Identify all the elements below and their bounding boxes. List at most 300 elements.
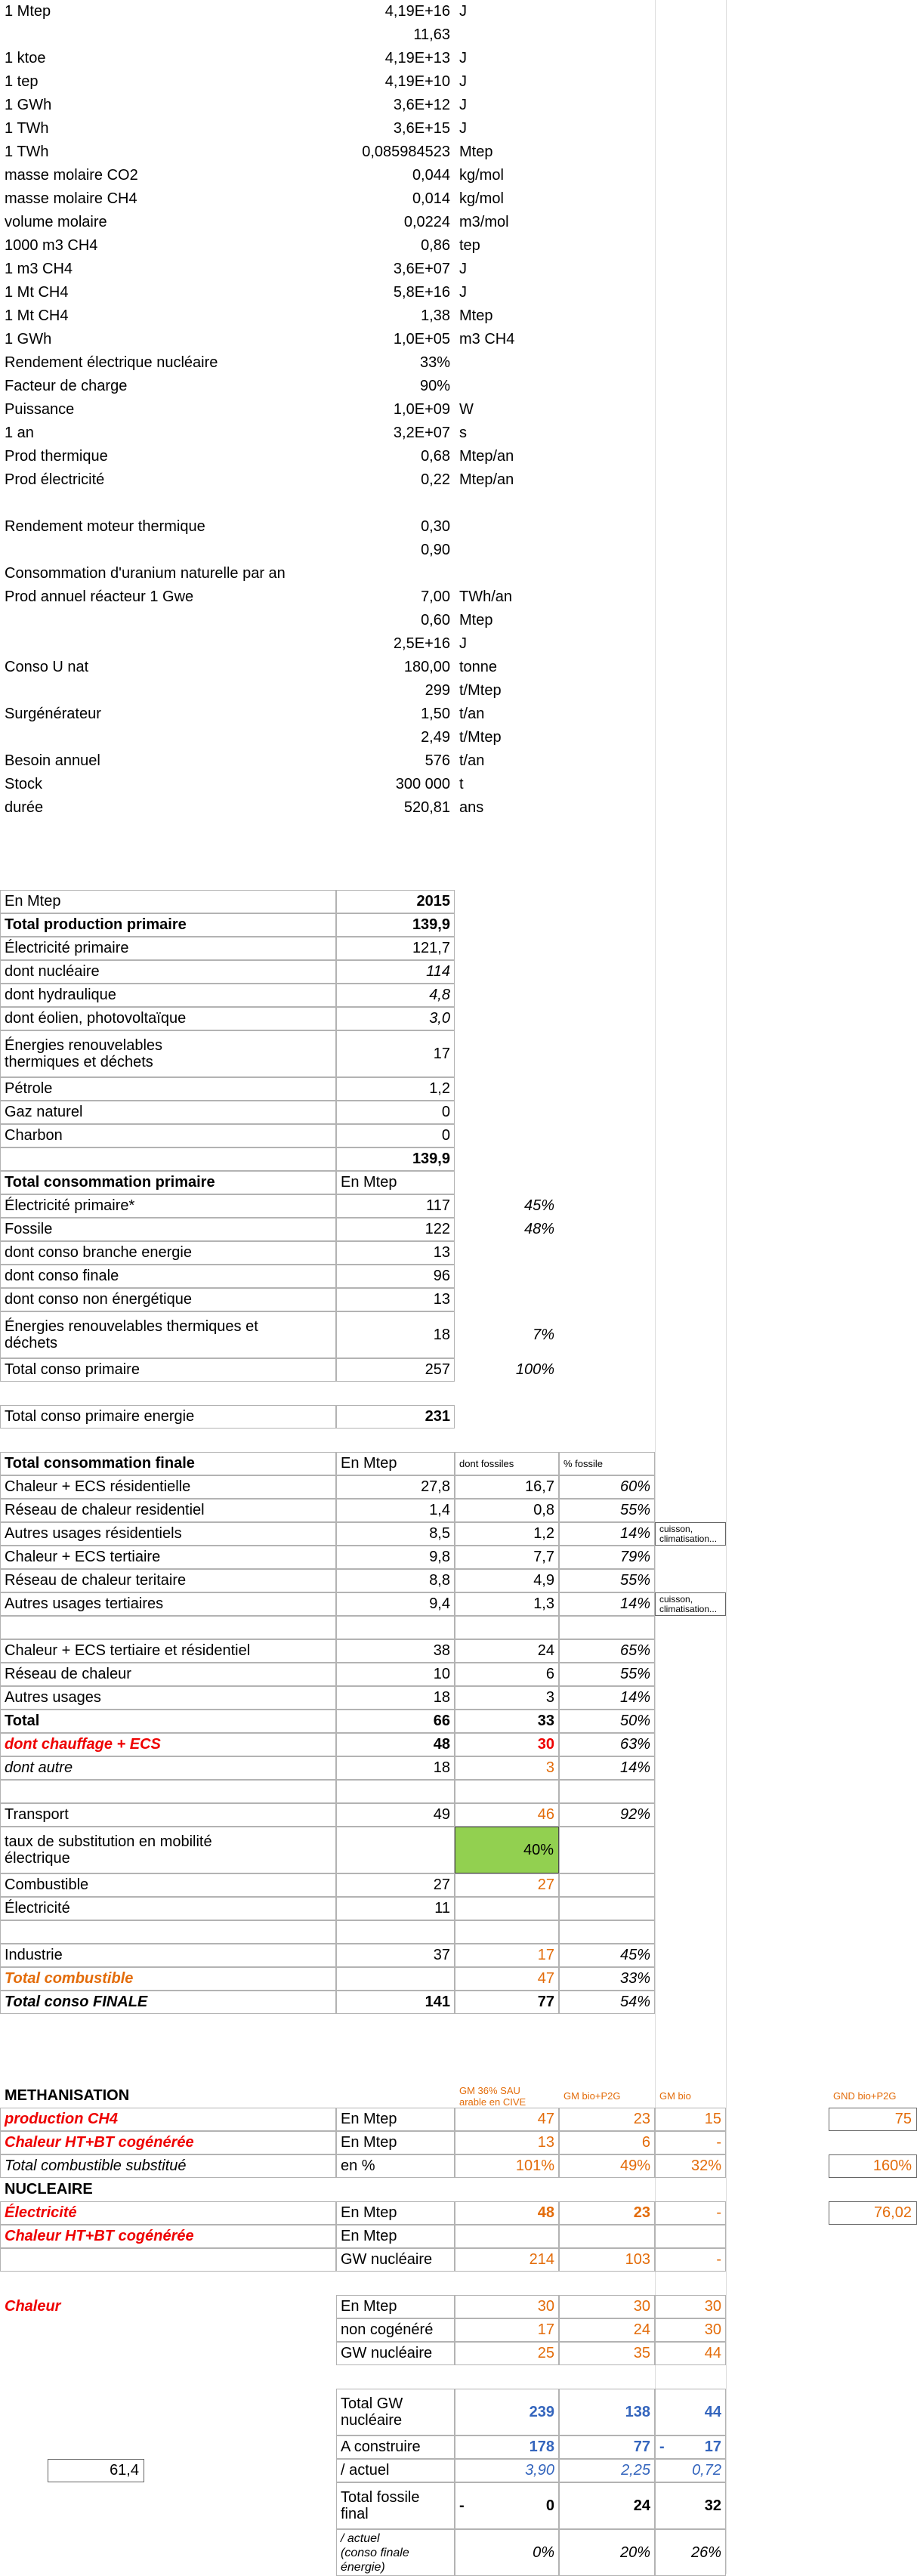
column-header[interactable]: GM bio xyxy=(659,2090,691,2102)
cell[interactable]: 1 Mtep xyxy=(5,3,51,20)
cell[interactable]: Prod thermique xyxy=(5,448,108,465)
cell[interactable]: 0,72 xyxy=(692,2462,721,2479)
cell[interactable]: 4,19E+16 xyxy=(384,3,450,20)
cell[interactable]: En Mtep xyxy=(341,2298,397,2315)
cell[interactable]: volume molaire xyxy=(5,214,107,230)
cell[interactable]: tonne xyxy=(459,659,498,675)
cell[interactable]: 1 m3 CH4 xyxy=(5,261,73,277)
cell[interactable]: J xyxy=(459,120,467,137)
cell[interactable]: 75 xyxy=(829,2108,917,2131)
cell[interactable]: Chaleur + ECS tertiaire et résidentiel xyxy=(5,1642,251,1659)
cell[interactable]: 178 xyxy=(529,2439,554,2455)
annotation-note[interactable] xyxy=(655,1522,726,1546)
cell[interactable]: dont conso non énergétique xyxy=(5,1291,192,1308)
cell[interactable]: TWh/an xyxy=(459,588,513,605)
cell[interactable]: 1,2 xyxy=(429,1080,450,1097)
cell[interactable]: J xyxy=(459,73,467,90)
grid-cell xyxy=(559,1780,655,1803)
cell[interactable]: 3 xyxy=(545,1759,554,1776)
cell[interactable]: J xyxy=(459,261,467,277)
cell[interactable]: 44 xyxy=(704,2403,721,2420)
cell[interactable]: GW nucléaire xyxy=(341,2251,433,2268)
cell[interactable]: 239 xyxy=(529,2403,554,2420)
cell[interactable]: 299 xyxy=(425,682,450,699)
cell[interactable]: Besoin annuel xyxy=(5,752,100,769)
row xyxy=(0,375,917,398)
cell[interactable]: 6 xyxy=(545,1666,554,1682)
cell[interactable]: / actuel xyxy=(341,2462,390,2479)
cell[interactable]: Électricité primaire* xyxy=(5,1197,135,1214)
cell[interactable]: 32 xyxy=(704,2497,721,2514)
cell[interactable]: 63% xyxy=(619,1736,650,1753)
cell[interactable]: 30 xyxy=(633,2298,650,2315)
cell[interactable]: 0 xyxy=(441,1127,450,1144)
cell[interactable]: 26% xyxy=(690,2544,721,2561)
cell[interactable]: 23 xyxy=(633,2204,650,2221)
cell[interactable]: Total combustible xyxy=(5,1970,134,1987)
cell[interactable]: 32% xyxy=(690,2157,721,2174)
cell[interactable]: dont conso branche energie xyxy=(5,1244,192,1261)
cell[interactable]: 14% xyxy=(619,1759,650,1776)
cell[interactable]: kg/mol xyxy=(459,167,504,184)
row xyxy=(0,1803,917,1827)
cell[interactable]: En Mtep xyxy=(341,2204,397,2221)
cell[interactable]: Mtep xyxy=(459,307,493,324)
cell[interactable]: 30 xyxy=(537,1736,554,1753)
cell[interactable]: 77 xyxy=(537,1994,554,2010)
cell[interactable]: 103 xyxy=(625,2251,650,2268)
cell[interactable]: 18 xyxy=(433,1689,450,1706)
cell[interactable]: 0% xyxy=(533,2544,554,2561)
cell[interactable]: Prod annuel réacteur 1 Gwe xyxy=(5,588,194,605)
cell[interactable]: Total conso FINALE xyxy=(5,1994,148,2010)
cell[interactable]: 24 xyxy=(633,2497,650,2514)
cell[interactable]: 33 xyxy=(537,1713,554,1729)
cell[interactable]: 46 xyxy=(537,1806,554,1823)
cell[interactable] xyxy=(455,2482,559,2529)
cell[interactable]: 117 xyxy=(426,1197,450,1214)
cell[interactable]: 30 xyxy=(704,2298,721,2315)
cell[interactable]: En Mtep xyxy=(341,2134,397,2151)
cell[interactable]: Total consommation primaire xyxy=(5,1174,215,1191)
cell[interactable]: 0,90 xyxy=(421,542,450,558)
cell[interactable] xyxy=(336,2389,455,2435)
cell[interactable]: Mtep/an xyxy=(459,471,514,488)
cell[interactable]: 14% xyxy=(619,1595,650,1612)
cell[interactable]: 17 xyxy=(537,1947,554,1963)
cell[interactable]: 60% xyxy=(619,1478,650,1495)
cell[interactable]: Puissance xyxy=(5,401,75,418)
cell[interactable]: 44 xyxy=(704,2345,721,2361)
cell[interactable]: t/an xyxy=(459,706,485,722)
column-header[interactable]: En Mtep xyxy=(5,893,61,910)
cell[interactable]: Stock xyxy=(5,776,43,792)
cell[interactable]: dont nucléaire xyxy=(5,963,100,980)
cell[interactable]: 48 xyxy=(537,2204,554,2221)
cell[interactable]: 11 xyxy=(434,1900,450,1917)
column-header[interactable] xyxy=(455,2084,559,2108)
cell[interactable]: Chaleur + ECS tertiaire xyxy=(5,1549,161,1565)
cell[interactable]: 17 xyxy=(433,1045,450,1062)
cell[interactable]: dont conso finale xyxy=(5,1268,119,1284)
cell[interactable]: 79% xyxy=(619,1549,650,1565)
row xyxy=(0,1265,917,1288)
cell[interactable]: 45% xyxy=(619,1947,650,1963)
cell[interactable]: Autres usages tertiaires xyxy=(5,1595,164,1612)
cell[interactable]: Gaz naturel xyxy=(5,1104,83,1120)
cell[interactable] xyxy=(336,2529,455,2576)
cell[interactable]: Charbon xyxy=(5,1127,63,1144)
cell[interactable]: 66 xyxy=(433,1713,450,1729)
cell[interactable] xyxy=(336,2482,455,2529)
cell[interactable]: 50% xyxy=(619,1713,650,1729)
cell[interactable]: masse molaire CO2 xyxy=(5,167,138,184)
cell[interactable]: 5,8E+16 xyxy=(393,284,450,301)
cell[interactable]: 300 000 xyxy=(395,776,450,792)
cell[interactable]: 45% xyxy=(523,1197,554,1214)
cell[interactable]: 13 xyxy=(537,2134,554,2151)
cell[interactable]: 65% xyxy=(619,1642,650,1659)
cell[interactable]: 10 xyxy=(433,1666,450,1682)
cell[interactable]: 139,9 xyxy=(412,1151,450,1167)
cell[interactable]: s xyxy=(459,425,467,441)
cell[interactable]: A construire xyxy=(341,2439,421,2455)
cell[interactable]: 1,50 xyxy=(421,706,450,722)
cell[interactable]: 0,8 xyxy=(533,1502,554,1518)
column-header[interactable]: dont fossiles xyxy=(459,1458,514,1469)
cell[interactable]: 0,86 xyxy=(421,237,450,254)
cell[interactable]: 520,81 xyxy=(403,799,450,816)
cell[interactable]: 24 xyxy=(633,2321,650,2338)
cell[interactable]: 0,60 xyxy=(421,612,450,629)
cell[interactable]: t/an xyxy=(459,752,485,769)
cell[interactable]: 92% xyxy=(619,1806,650,1823)
cell[interactable]: 8,8 xyxy=(429,1572,450,1589)
cell[interactable]: Chaleur HT+BT cogénérée xyxy=(5,2134,194,2151)
grid-cell xyxy=(0,2248,336,2272)
column-header[interactable]: GM bio+P2G xyxy=(563,2090,621,2102)
column-header[interactable]: GND bio+P2G xyxy=(833,2090,897,2102)
cell[interactable]: t/Mtep xyxy=(459,682,502,699)
cell[interactable]: 35 xyxy=(633,2345,650,2361)
cell[interactable]: 3 xyxy=(545,1689,554,1706)
cell[interactable]: 48% xyxy=(523,1221,554,1237)
cell[interactable]: 47 xyxy=(537,2111,554,2127)
row xyxy=(0,585,917,609)
cell[interactable]: - xyxy=(716,2251,721,2268)
cell[interactable]: 4,19E+13 xyxy=(384,50,450,66)
cell[interactable]: 1,38 xyxy=(421,307,450,324)
cell[interactable]: Électricité primaire xyxy=(5,940,129,956)
cell[interactable]: 25 xyxy=(537,2345,554,2361)
column-header[interactable]: En Mtep xyxy=(341,1455,397,1472)
cell[interactable]: 0,044 xyxy=(412,167,450,184)
cell[interactable]: 4,9 xyxy=(533,1572,554,1589)
cell[interactable]: 15 xyxy=(704,2111,721,2127)
cell[interactable]: J xyxy=(459,284,467,301)
grid-cell xyxy=(455,1780,559,1803)
cell[interactable]: 101% xyxy=(515,2157,554,2174)
cell[interactable]: Industrie xyxy=(5,1947,63,1963)
cell[interactable]: 1,2 xyxy=(533,1525,554,1542)
cell[interactable]: Consommation d'uranium naturelle par an xyxy=(5,565,286,582)
cell[interactable]: 90% xyxy=(419,378,450,394)
cell[interactable]: En Mtep xyxy=(341,2111,397,2127)
cell[interactable]: 1 GWh xyxy=(5,97,52,113)
cell[interactable]: 54% xyxy=(619,1994,650,2010)
cell[interactable]: Mtep xyxy=(459,144,493,160)
cell[interactable]: 1 an xyxy=(5,425,34,441)
cell[interactable] xyxy=(655,2435,726,2459)
cell[interactable]: 27 xyxy=(537,1876,554,1893)
cell[interactable]: Rendement électrique nucléaire xyxy=(5,354,218,371)
cell[interactable]: Pétrole xyxy=(5,1080,53,1097)
cell[interactable]: 0,68 xyxy=(421,448,450,465)
cell[interactable]: 27 xyxy=(433,1876,450,1893)
cell[interactable]: 55% xyxy=(619,1572,650,1589)
cell[interactable]: 180,00 xyxy=(403,659,450,675)
cell[interactable]: 7% xyxy=(533,1326,554,1343)
row xyxy=(0,1920,917,1944)
cell[interactable]: 30 xyxy=(704,2321,721,2338)
cell[interactable]: 3,6E+15 xyxy=(393,120,450,137)
row xyxy=(0,2295,917,2318)
cell[interactable]: 9,4 xyxy=(429,1595,450,1612)
grid-cell xyxy=(559,1873,655,1897)
cell[interactable]: 139,9 xyxy=(412,916,450,933)
cell[interactable]: 3,2E+07 xyxy=(393,425,450,441)
cell[interactable]: non cogénéré xyxy=(341,2321,434,2338)
cell[interactable] xyxy=(0,1311,336,1358)
cell[interactable]: Réseau de chaleur teritaire xyxy=(5,1572,187,1589)
cell[interactable]: masse molaire CH4 xyxy=(5,190,137,207)
cell[interactable] xyxy=(0,1030,336,1077)
cell[interactable]: 1 Mt CH4 xyxy=(5,284,69,301)
cell[interactable]: J xyxy=(459,50,467,66)
cell[interactable] xyxy=(0,1827,336,1873)
row xyxy=(0,1944,917,1967)
cell[interactable]: Surgénérateur xyxy=(5,706,101,722)
cell[interactable]: Autres usages résidentiels xyxy=(5,1525,182,1542)
cell[interactable]: 114 xyxy=(426,963,450,980)
cell[interactable]: kg/mol xyxy=(459,190,504,207)
cell[interactable]: Réseau de chaleur residentiel xyxy=(5,1502,205,1518)
cell[interactable]: Facteur de charge xyxy=(5,378,128,394)
cell[interactable]: J xyxy=(459,635,467,652)
column-header[interactable]: En Mtep xyxy=(341,1174,397,1191)
cell[interactable]: 7,00 xyxy=(421,588,450,605)
row xyxy=(0,1873,917,1897)
cell[interactable]: ans xyxy=(459,799,484,816)
cell[interactable]: 138 xyxy=(625,2403,650,2420)
cell[interactable]: tep xyxy=(459,237,480,254)
cell[interactable]: 1 ktoe xyxy=(5,50,46,66)
cell[interactable]: 576 xyxy=(425,752,450,769)
cell[interactable]: 0,30 xyxy=(421,518,450,535)
cell[interactable]: Total consommation finale xyxy=(5,1455,195,1472)
cell[interactable]: GW nucléaire xyxy=(341,2345,433,2361)
section-title[interactable]: NUCLEAIRE xyxy=(5,2181,93,2198)
cell[interactable]: J xyxy=(459,97,467,113)
cell[interactable]: Rendement moteur thermique xyxy=(5,518,205,535)
cell[interactable]: 3,6E+07 xyxy=(393,261,450,277)
cell[interactable]: t xyxy=(459,776,464,792)
cell[interactable]: 55% xyxy=(619,1666,650,1682)
cell[interactable]: Chaleur + ECS résidentielle xyxy=(5,1478,191,1495)
cell[interactable]: Total xyxy=(5,1713,40,1729)
cell[interactable]: - xyxy=(716,2134,721,2151)
cell-text: 17 xyxy=(704,2439,721,2455)
cell[interactable]: durée xyxy=(5,799,44,816)
column-header[interactable]: % fossile xyxy=(563,1458,604,1469)
cell[interactable]: 1000 m3 CH4 xyxy=(5,237,98,254)
cell[interactable]: 17 xyxy=(537,2321,554,2338)
cell[interactable]: 1 TWh xyxy=(5,144,49,160)
cell[interactable]: production CH4 xyxy=(5,2111,118,2127)
cell[interactable]: 27,8 xyxy=(421,1478,450,1495)
row xyxy=(0,1639,917,1663)
cell[interactable]: m3/mol xyxy=(459,214,509,230)
cell[interactable]: 0,085984523 xyxy=(362,144,450,160)
cell[interactable]: 4,19E+10 xyxy=(384,73,450,90)
cell[interactable]: 121,7 xyxy=(412,940,450,956)
cell[interactable]: Total combustible substitué xyxy=(5,2157,187,2174)
cell[interactable]: 6 xyxy=(641,2134,650,2151)
cell-text: arable en CIVE xyxy=(459,2096,526,2108)
cell[interactable]: 1 Mt CH4 xyxy=(5,307,69,324)
cell[interactable]: 61,4 xyxy=(48,2459,144,2482)
cell[interactable]: 3,6E+12 xyxy=(393,97,450,113)
cell[interactable]: en % xyxy=(341,2157,375,2174)
cell[interactable]: 4,8 xyxy=(429,987,450,1003)
cell[interactable]: 33% xyxy=(619,1970,650,1987)
cell[interactable]: Total conso primaire energie xyxy=(5,1408,195,1425)
cell[interactable]: 1,4 xyxy=(429,1502,450,1518)
cell[interactable]: 0,0224 xyxy=(403,214,450,230)
cell[interactable]: Électricité xyxy=(5,2204,77,2221)
cell[interactable]: 48 xyxy=(433,1736,450,1753)
cell[interactable]: 24 xyxy=(537,1642,554,1659)
cell[interactable]: 37 xyxy=(433,1947,450,1963)
row xyxy=(0,2389,917,2435)
column-header[interactable]: 2015 xyxy=(416,893,450,910)
cell[interactable]: 2,25 xyxy=(621,2462,650,2479)
cell-text: climatisation... xyxy=(659,1533,718,1544)
cell[interactable]: 33% xyxy=(419,354,450,371)
cell[interactable]: 1 GWh xyxy=(5,331,52,347)
cell[interactable]: 0,014 xyxy=(412,190,450,207)
row xyxy=(0,211,917,234)
cell[interactable]: 47 xyxy=(537,1970,554,1987)
cell[interactable]: 2,49 xyxy=(421,729,450,746)
cell[interactable]: 214 xyxy=(529,2251,554,2268)
cell[interactable]: 18 xyxy=(433,1326,450,1343)
cell[interactable]: Conso U nat xyxy=(5,659,89,675)
cell[interactable]: 13 xyxy=(433,1291,450,1308)
cell[interactable]: 0 xyxy=(441,1104,450,1120)
cell[interactable]: 1 TWh xyxy=(5,120,49,137)
cell[interactable]: 49 xyxy=(433,1806,450,1823)
cell[interactable]: Fossile xyxy=(5,1221,53,1237)
cell[interactable]: 231 xyxy=(425,1408,450,1425)
cell[interactable]: Prod électricité xyxy=(5,471,105,488)
cell[interactable]: 141 xyxy=(425,1994,450,2010)
cell[interactable]: - xyxy=(716,2204,721,2221)
cell[interactable]: Électricité xyxy=(5,1900,70,1917)
cell[interactable]: 23 xyxy=(633,2111,650,2127)
cell[interactable]: 76,02 xyxy=(829,2201,917,2225)
cell[interactable]: m3 CH4 xyxy=(459,331,515,347)
cell[interactable]: 49% xyxy=(619,2157,650,2174)
cell[interactable]: 160% xyxy=(829,2154,917,2178)
cell[interactable]: Total production primaire xyxy=(5,916,187,933)
cell[interactable]: dont hydraulique xyxy=(5,987,116,1003)
cell[interactable]: Réseau de chaleur xyxy=(5,1666,131,1682)
cell[interactable]: 1,3 xyxy=(533,1595,554,1612)
cell[interactable]: 96 xyxy=(433,1268,450,1284)
cell[interactable]: 38 xyxy=(433,1642,450,1659)
cell[interactable]: dont chauffage + ECS xyxy=(5,1736,161,1753)
cell[interactable]: dont éolien, photovoltaïque xyxy=(5,1010,187,1027)
cell[interactable]: 3,0 xyxy=(429,1010,450,1027)
cell[interactable]: 16,7 xyxy=(525,1478,554,1495)
cell[interactable]: 3,90 xyxy=(525,2462,554,2479)
cell[interactable]: Mtep xyxy=(459,612,493,629)
cell[interactable]: Transport xyxy=(5,1806,69,1823)
cell[interactable]: 2,5E+16 xyxy=(393,635,450,652)
cell[interactable]: 7,7 xyxy=(533,1549,554,1565)
cell[interactable]: 18 xyxy=(433,1759,450,1776)
row xyxy=(0,913,917,937)
cell[interactable]: W xyxy=(459,401,474,418)
cell[interactable]: 1,0E+05 xyxy=(393,331,450,347)
cell[interactable]: 100% xyxy=(515,1361,554,1378)
cell[interactable]: 257 xyxy=(425,1361,450,1378)
section-title[interactable]: METHANISATION xyxy=(5,2087,130,2104)
cell[interactable]: 122 xyxy=(425,1221,450,1237)
cell-text: (conso finale xyxy=(341,2546,409,2559)
cell[interactable]: 77 xyxy=(633,2439,650,2455)
cell[interactable]: 14% xyxy=(619,1525,650,1542)
cell[interactable]: Chaleur HT+BT cogénérée xyxy=(5,2228,194,2244)
cell[interactable]: En Mtep xyxy=(341,2228,397,2244)
cell[interactable]: Total conso primaire xyxy=(5,1361,140,1378)
cell[interactable]: 8,5 xyxy=(429,1525,450,1542)
cell[interactable]: 9,8 xyxy=(429,1549,450,1565)
cell[interactable]: Mtep/an xyxy=(459,448,514,465)
cell[interactable]: 0,22 xyxy=(421,471,450,488)
cell[interactable]: dont autre xyxy=(5,1759,73,1776)
grid-cell xyxy=(336,1827,455,1873)
cell[interactable]: 55% xyxy=(619,1502,650,1518)
row xyxy=(0,1827,917,1873)
cell[interactable]: Chaleur xyxy=(5,2298,61,2315)
cell[interactable]: 14% xyxy=(619,1689,650,1706)
cell[interactable]: 13 xyxy=(433,1244,450,1261)
cell[interactable]: J xyxy=(459,3,467,20)
row xyxy=(0,2272,917,2295)
cell[interactable]: 20% xyxy=(619,2544,650,2561)
cell[interactable]: 11,63 xyxy=(413,26,450,43)
substitution-rate-cell[interactable]: 40% xyxy=(455,1827,559,1873)
cell[interactable]: t/Mtep xyxy=(459,729,502,746)
annotation-note[interactable] xyxy=(655,1592,726,1616)
cell[interactable]: 1,0E+09 xyxy=(393,401,450,418)
cell[interactable]: Autres usages xyxy=(5,1689,101,1706)
cell[interactable]: 1 tep xyxy=(5,73,39,90)
cell[interactable]: 30 xyxy=(537,2298,554,2315)
cell[interactable]: Combustible xyxy=(5,1876,89,1893)
